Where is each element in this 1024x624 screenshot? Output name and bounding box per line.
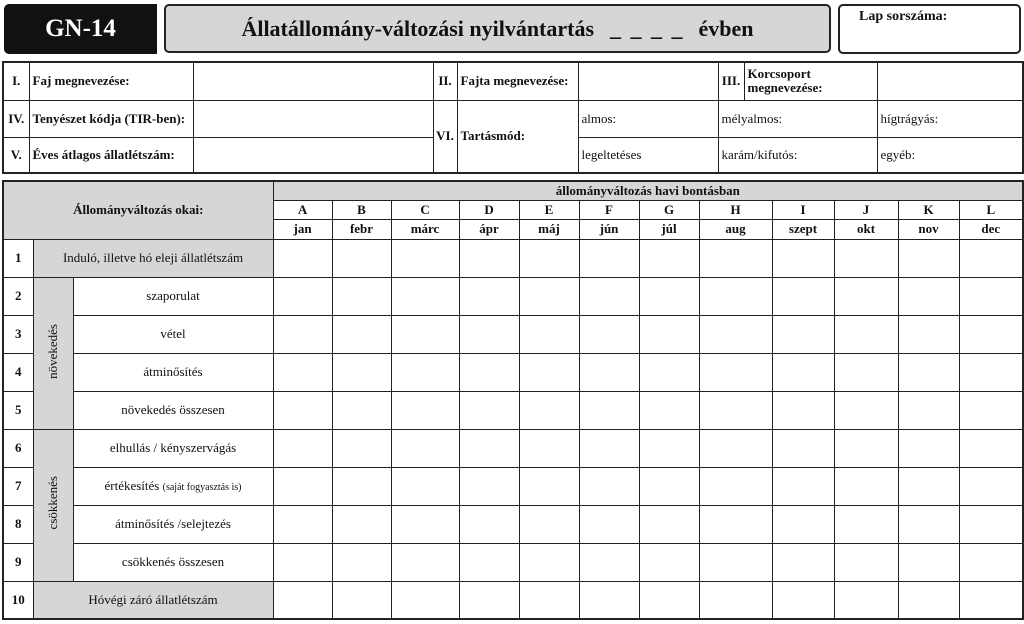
entry-cell[interactable] [459,581,519,619]
entry-cell[interactable] [772,467,834,505]
entry-cell[interactable] [772,391,834,429]
year-blanks[interactable]: _ _ _ _ [610,15,685,41]
causes-header: Állományváltozás okai: [3,181,273,239]
entry-cell[interactable] [959,543,1023,581]
entry-cell[interactable] [459,239,519,277]
row-number: 3 [3,315,33,353]
row-number: 1 [3,239,33,277]
housing-option-almos[interactable]: almos: [578,100,718,137]
entry-cell[interactable] [959,315,1023,353]
entry-cell[interactable] [391,315,459,353]
entry-cell[interactable] [519,581,579,619]
entry-cell[interactable] [391,277,459,315]
entry-cell[interactable] [579,391,639,429]
row-label: elhullás / kényszervágás [73,429,273,467]
page-number-box[interactable] [838,4,1021,54]
entry-cell[interactable] [459,543,519,581]
entry-cell[interactable] [519,505,579,543]
entry-cell[interactable] [273,239,332,277]
entry-cell[interactable] [699,277,772,315]
table-row [3,391,1023,429]
entry-cell[interactable] [898,543,959,581]
month-header: júl [639,219,699,239]
entry-cell[interactable] [459,467,519,505]
row-label: átminősítés [73,353,273,391]
age-group-field[interactable] [877,62,1023,100]
row-number: 2 [3,277,33,315]
entry-cell[interactable] [459,315,519,353]
row-label: növekedés összesen [73,391,273,429]
month-header: szept [772,219,834,239]
row-label [73,467,273,505]
info-num-4: IV. [3,100,29,137]
housing-option-karam[interactable]: karám/kifutós: [718,137,877,173]
entry-cell[interactable] [391,543,459,581]
entry-cell[interactable] [639,429,699,467]
month-letter-d: D [459,200,519,219]
entry-cell[interactable] [579,315,639,353]
month-header: máj [519,219,579,239]
month-header: febr [332,219,391,239]
month-header: okt [834,219,898,239]
housing-option-legeltetes[interactable]: legeltetéses [578,137,718,173]
entry-cell[interactable] [639,277,699,315]
entry-cell[interactable] [273,581,332,619]
title-text: Állatállomány-változási nyilvántartás [241,15,595,41]
entry-cell[interactable] [772,429,834,467]
entry-cell[interactable] [332,239,391,277]
entry-cell[interactable] [579,277,639,315]
entry-cell[interactable] [834,239,898,277]
row-number: 5 [3,391,33,429]
entry-cell[interactable] [699,467,772,505]
info-num-2: II. [433,62,457,100]
entry-cell[interactable] [459,505,519,543]
table-row [3,239,1023,277]
entry-cell[interactable] [391,239,459,277]
month-header: aug [699,219,772,239]
monthly-header: állományváltozás havi bontásban [273,181,1023,200]
entry-cell[interactable] [391,429,459,467]
entry-cell[interactable] [459,391,519,429]
entry-cell[interactable] [579,581,639,619]
entry-cell[interactable] [699,353,772,391]
row-label: átminősítés /selejtezés [73,505,273,543]
entry-cell[interactable] [519,315,579,353]
entry-cell[interactable] [519,543,579,581]
month-letter-l: L [959,200,1023,219]
month-letter-g: G [639,200,699,219]
entry-cell[interactable] [273,505,332,543]
entry-cell[interactable] [772,277,834,315]
entry-cell[interactable] [699,543,772,581]
entry-cell[interactable] [772,581,834,619]
month-letter-a: A [273,200,332,219]
entry-cell[interactable] [273,315,332,353]
row-label: Hóvégi záró állatlétszám [33,581,273,619]
form-title [164,4,831,53]
entry-cell[interactable] [959,581,1023,619]
entry-cell[interactable] [332,467,391,505]
entry-cell[interactable] [772,315,834,353]
entry-cell[interactable] [699,239,772,277]
entry-cell[interactable] [898,353,959,391]
entry-cell[interactable] [391,505,459,543]
table-row [3,277,1023,315]
row-label: vétel [73,315,273,353]
entry-cell[interactable] [273,353,332,391]
entry-cell[interactable] [519,353,579,391]
month-letter-k: K [898,200,959,219]
entry-cell[interactable] [639,543,699,581]
table-row [3,353,1023,391]
entry-cell[interactable] [959,505,1023,543]
housing-option-egyeb[interactable]: egyéb: [877,137,1023,173]
entry-cell[interactable] [332,429,391,467]
entry-cell[interactable] [834,581,898,619]
info-num-3: III. [718,62,744,100]
row-number: 8 [3,505,33,543]
entry-cell[interactable] [699,505,772,543]
entry-cell[interactable] [834,505,898,543]
species-label: Faj megnevezése: [29,62,193,100]
row-label-note: (saját fogyasztás is) [162,482,242,493]
entry-cell[interactable] [459,353,519,391]
decrease-group-label [33,429,73,581]
avg-headcount-label: Éves átlagos állatlétszám: [29,137,193,173]
entry-cell[interactable] [898,239,959,277]
entry-cell[interactable] [772,239,834,277]
entry-cell[interactable] [391,353,459,391]
entry-cell[interactable] [834,277,898,315]
entry-cell[interactable] [391,467,459,505]
entry-cell[interactable] [834,467,898,505]
entry-cell[interactable] [834,315,898,353]
info-num-5: V. [3,137,29,173]
form-code-text: GN-14 [45,15,116,42]
entry-cell[interactable] [639,505,699,543]
entry-cell[interactable] [519,467,579,505]
entry-cell[interactable] [959,467,1023,505]
table-row [3,467,1023,505]
month-letter-i: I [772,200,834,219]
entry-cell[interactable] [519,429,579,467]
row-number: 9 [3,543,33,581]
table-row [3,543,1023,581]
row-label-text: értékesítés [104,478,160,493]
entry-cell[interactable] [699,315,772,353]
entry-cell[interactable] [579,429,639,467]
entry-cell[interactable] [898,277,959,315]
entry-cell[interactable] [391,391,459,429]
entry-cell[interactable] [898,315,959,353]
row-label: Induló, illetve hó eleji állatlétszám [33,239,273,277]
entry-cell[interactable] [898,391,959,429]
row-label: szaporulat [73,277,273,315]
year-suffix: évben [698,15,754,41]
row-label: csökkenés összesen [73,543,273,581]
entry-cell[interactable] [834,543,898,581]
entry-cell[interactable] [959,429,1023,467]
entry-cell[interactable] [332,543,391,581]
form-code [4,4,157,54]
month-header: dec [959,219,1023,239]
entry-cell[interactable] [898,581,959,619]
table-row [3,581,1023,619]
species-field[interactable] [193,62,433,100]
table-row [3,429,1023,467]
farm-code-field[interactable] [193,100,433,137]
entry-cell[interactable] [959,353,1023,391]
info-num-1: I. [3,62,29,100]
entry-cell[interactable] [332,391,391,429]
month-letter-j: J [834,200,898,219]
entry-cell[interactable] [273,391,332,429]
increase-label: növekedés [45,323,60,379]
housing-label: Tartásmód: [457,100,578,173]
entry-cell[interactable] [332,353,391,391]
entry-cell[interactable] [579,543,639,581]
entry-cell[interactable] [579,467,639,505]
entry-cell[interactable] [834,353,898,391]
farm-code-label: Tenyészet kódja (TIR-ben): [29,100,193,137]
month-header: ápr [459,219,519,239]
month-letter-e: E [519,200,579,219]
entry-cell[interactable] [959,277,1023,315]
entry-cell[interactable] [699,391,772,429]
entry-cell[interactable] [959,239,1023,277]
entry-cell[interactable] [834,429,898,467]
age-group-label: Korcsoport megnevezése: [744,62,877,100]
entry-cell[interactable] [898,467,959,505]
entry-cell[interactable] [772,353,834,391]
month-letter-b: B [332,200,391,219]
entry-cell[interactable] [459,277,519,315]
entry-cell[interactable] [639,391,699,429]
entry-cell[interactable] [332,581,391,619]
month-header: márc [391,219,459,239]
month-letter-f: F [579,200,639,219]
entry-cell[interactable] [898,505,959,543]
table-row [3,315,1023,353]
month-letter-h: H [699,200,772,219]
row-number: 7 [3,467,33,505]
entry-cell[interactable] [579,505,639,543]
month-header: jan [273,219,332,239]
entry-cell[interactable] [459,429,519,467]
info-num-6: VI. [433,100,457,173]
increase-group-label [33,277,73,429]
entry-cell[interactable] [332,315,391,353]
row-number: 6 [3,429,33,467]
entry-cell[interactable] [332,505,391,543]
housing-option-melyalmos[interactable]: mélyalmos: [718,100,877,137]
entry-cell[interactable] [273,429,332,467]
entry-cell[interactable] [834,391,898,429]
month-header: nov [898,219,959,239]
entry-cell[interactable] [639,581,699,619]
entry-cell[interactable] [639,239,699,277]
month-header: jún [579,219,639,239]
entry-cell[interactable] [332,277,391,315]
entry-cell[interactable] [772,505,834,543]
table-row [3,505,1023,543]
decrease-label: csökkenés [45,476,60,530]
entry-cell[interactable] [959,391,1023,429]
entry-cell[interactable] [519,391,579,429]
entry-cell[interactable] [273,543,332,581]
entry-cell[interactable] [273,277,332,315]
info-table [2,61,1024,174]
entry-cell[interactable] [639,315,699,353]
page-number-label: Lap sorszáma: [859,9,948,24]
breed-field[interactable] [578,62,718,100]
entry-cell[interactable] [639,467,699,505]
row-number: 10 [3,581,33,619]
entry-cell[interactable] [639,353,699,391]
entry-cell[interactable] [579,353,639,391]
entry-cell[interactable] [699,429,772,467]
housing-option-higtragyas[interactable]: hígtrágyás: [877,100,1023,137]
entry-cell[interactable] [391,581,459,619]
entry-cell[interactable] [519,277,579,315]
avg-headcount-field[interactable] [193,137,433,173]
entry-cell[interactable] [699,581,772,619]
main-table [2,180,1024,620]
entry-cell[interactable] [519,239,579,277]
entry-cell[interactable] [898,429,959,467]
entry-cell[interactable] [772,543,834,581]
row-number: 4 [3,353,33,391]
breed-label: Fajta megnevezése: [457,62,578,100]
entry-cell[interactable] [579,239,639,277]
month-letter-c: C [391,200,459,219]
entry-cell[interactable] [273,467,332,505]
